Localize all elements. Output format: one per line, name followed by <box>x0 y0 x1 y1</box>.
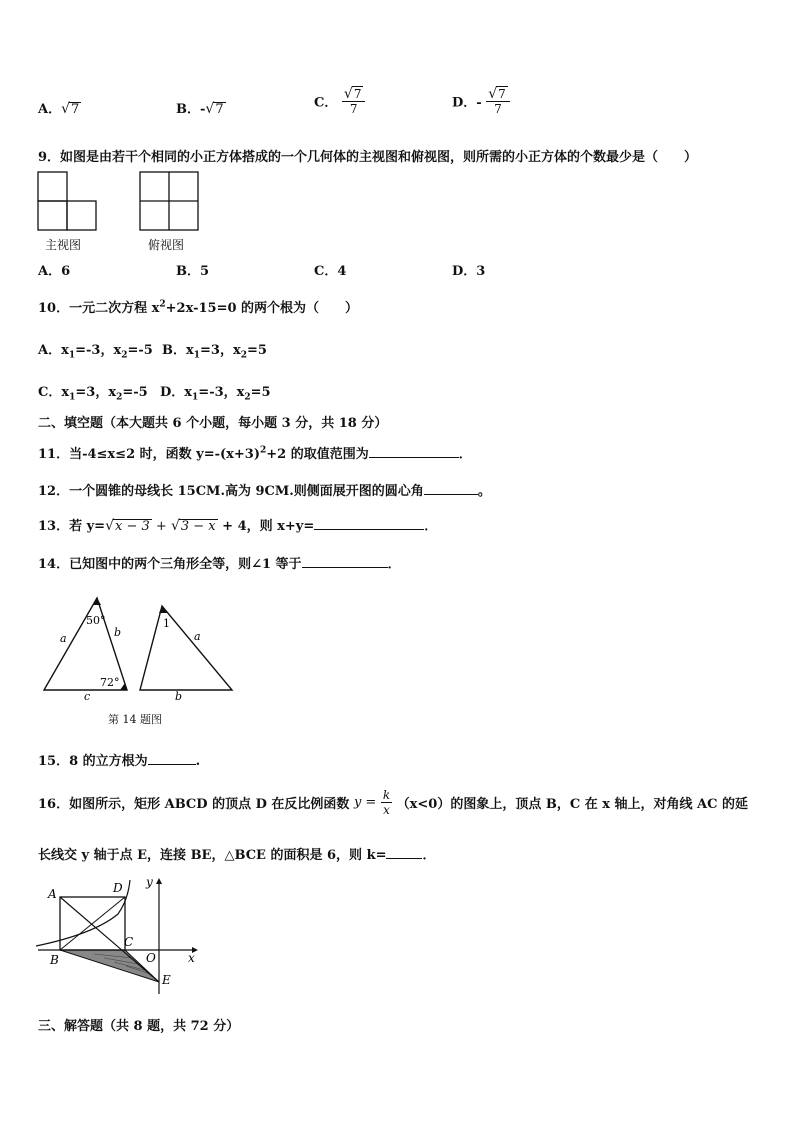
q16-line2: 长线交 y 轴于点 E，连接 BE，△BCE 的面积是 6，则 k= <box>38 848 387 863</box>
x-axis-label: x <box>188 951 195 965</box>
q8-option-c <box>314 86 365 116</box>
option-label: A． <box>38 102 62 117</box>
plus: + <box>151 519 171 534</box>
answer-blank[interactable] <box>369 445 459 458</box>
radical-sign-icon: √ <box>61 101 71 117</box>
q10-option-c <box>38 381 148 403</box>
sub: 2 <box>244 392 251 403</box>
numerator: 7 <box>498 87 506 101</box>
opt-b-end: =5 <box>246 343 267 358</box>
section-2-heading: 二、填空题（本大题共 6 个小题，每小题 3 分，共 18 分） <box>38 416 388 431</box>
opt-d: D．x <box>160 385 193 400</box>
sub: 1 <box>68 350 76 361</box>
sub: 1 <box>192 392 199 403</box>
point-e-label: E <box>162 973 171 987</box>
angle-br-label: 72° <box>100 676 120 689</box>
radicand: 7 <box>215 102 224 117</box>
radical-sign-icon: √ <box>105 518 114 534</box>
denominator: x <box>383 803 390 817</box>
opt-c-end: =-5 <box>122 385 148 400</box>
q14-caption: 第 14 题图 <box>108 713 162 726</box>
radical-sign-icon: √ <box>205 101 215 117</box>
sub: 2 <box>116 392 123 403</box>
opt-c-mid: =3，x <box>75 385 117 400</box>
angle-1-label: 1 <box>163 617 170 630</box>
fraction <box>486 86 510 116</box>
q16-post: （x<0）的图象上，顶点 B，C 在 x 轴上，对角线 AC 的延 <box>396 797 749 812</box>
sub: 1 <box>69 392 76 403</box>
q10-option-a <box>38 339 153 361</box>
side-b-label: b <box>114 626 122 639</box>
q10-option-b <box>162 339 267 361</box>
answer-blank[interactable] <box>314 517 424 530</box>
numerator: 7 <box>353 87 362 101</box>
q13-post: + 4，则 x+y= <box>217 519 315 534</box>
q14-end: ． <box>387 557 401 572</box>
point-b-label: B <box>50 953 59 967</box>
q9-option-c: C．4 <box>314 264 347 279</box>
denominator: 7 <box>349 102 358 116</box>
q14-triangles-figure <box>36 594 242 704</box>
side-a-label: a <box>60 632 67 645</box>
q15-end: . <box>195 754 201 769</box>
q13-text <box>38 515 437 534</box>
top-view-label: 俯视图 <box>148 238 185 252</box>
opt-d-end: =5 <box>250 385 271 400</box>
answer-blank[interactable] <box>386 846 422 859</box>
q16-end: ． <box>422 848 436 863</box>
sub: 2 <box>240 350 247 361</box>
point-c-label: C <box>124 935 134 949</box>
q10-text <box>38 297 358 316</box>
q12-end: 。 <box>477 484 491 499</box>
triangle-bce <box>60 950 159 982</box>
opt-b-mid: =3，x <box>200 343 241 358</box>
q11-end: ． <box>458 447 472 462</box>
opt-a-end: =-5 <box>127 343 153 358</box>
sub: 1 <box>193 350 201 361</box>
opt-b: B．x <box>162 343 194 358</box>
q16-text-line1 <box>38 788 748 817</box>
q8-option-a <box>38 98 81 117</box>
q13-end: ． <box>424 519 438 534</box>
opt-d-mid: =-3，x <box>198 385 245 400</box>
q15-text <box>38 750 200 769</box>
front-view-label: 主视图 <box>45 238 82 252</box>
sub: 2 <box>121 350 128 361</box>
q16-pre: 16．如图所示，矩形 ABCD 的顶点 D 在反比例函数 <box>38 797 350 812</box>
option-label: B．- <box>176 102 206 117</box>
q11-text <box>38 443 472 462</box>
q16-text-line2 <box>38 844 435 863</box>
point-d-label: D <box>113 881 123 895</box>
q11-pre: 11．当-4≤x≤2 时，函数 y=-(x+3) <box>38 447 260 462</box>
q8-option-b <box>176 98 226 117</box>
sup: 2 <box>260 445 267 456</box>
radical-sign-icon: √ <box>170 518 180 534</box>
side-b2-label: b <box>175 690 183 703</box>
opt-a-mid: =-3，x <box>75 343 122 358</box>
q9-option-d: D．3 <box>452 264 486 279</box>
q13-pre: 13．若 y= <box>38 519 106 534</box>
angle-mark <box>120 683 127 690</box>
q10-option-d <box>160 381 271 403</box>
answer-blank[interactable] <box>302 555 388 568</box>
q9-option-b: B．5 <box>176 264 210 279</box>
q15-body: 15．8 的立方根为 <box>38 754 148 769</box>
radicand: 3 − x <box>180 519 216 534</box>
top-view-figure <box>138 170 202 234</box>
q12-text <box>38 480 491 499</box>
radical-sign-icon: √ <box>343 86 353 102</box>
q10-sup: 2 <box>159 299 166 310</box>
q14-text <box>38 553 401 572</box>
q8-option-d <box>452 86 510 116</box>
radical-sign-icon: √ <box>488 86 498 102</box>
section-3-heading: 三、解答题（共 8 题，共 72 分） <box>38 1019 240 1034</box>
q9-text: 9．如图是由若干个相同的小正方体搭成的一个几何体的主视图和俯视图，则所需的小正方体的个数最少是（ ） <box>38 150 698 165</box>
angle-top-label: 50° <box>86 614 106 627</box>
q10-text-pre: 10．一元二次方程 x <box>38 301 160 316</box>
answer-blank[interactable] <box>424 482 478 495</box>
option-label: D．- <box>452 95 482 111</box>
radicand: 7 <box>71 102 80 117</box>
q12-body: 12．一个圆锥的母线长 15CM.高为 9CM.则侧面展开图的圆心角 <box>38 484 424 499</box>
radicand: x − 3 <box>115 519 150 534</box>
y-axis-label: y <box>146 875 153 889</box>
denominator: 7 <box>494 102 502 116</box>
side-a2-label: a <box>194 630 201 643</box>
q16-figure <box>34 870 204 998</box>
origin-o-label: O <box>146 951 156 965</box>
q14-body: 14．已知图中的两个三角形全等，则∠1 等于 <box>38 557 302 572</box>
q9-option-a: A．6 <box>38 264 71 279</box>
fraction <box>342 86 366 116</box>
q11-post: +2 的取值范围为 <box>266 447 369 462</box>
opt-c: C．x <box>38 385 70 400</box>
numerator: k <box>382 788 391 802</box>
option-label: C． <box>314 95 338 111</box>
answer-blank[interactable] <box>148 752 196 765</box>
side-c-label: c <box>84 690 91 703</box>
fraction-k-over-x <box>381 788 392 817</box>
q16-y-eq: y = <box>353 795 377 810</box>
front-view-figure <box>36 170 100 234</box>
q10-text-post: +2x-15=0 的两个根为（ ） <box>165 301 359 316</box>
y-axis-arrow-icon <box>156 878 162 884</box>
opt-a: A．x <box>38 343 69 358</box>
point-a-label: A <box>48 887 57 901</box>
triangle-right <box>140 606 232 690</box>
